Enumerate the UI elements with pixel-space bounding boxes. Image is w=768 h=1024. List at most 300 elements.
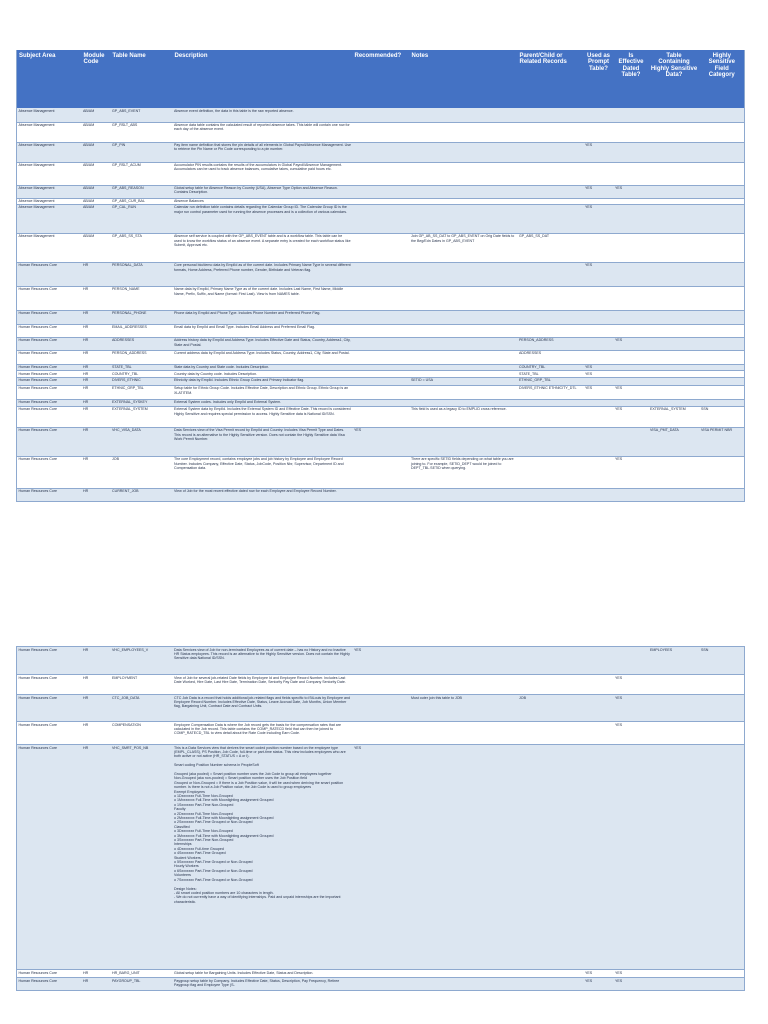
cell-parent-child[interactable] (518, 456, 584, 488)
cell-subject-area[interactable]: Human Resources Core (17, 406, 82, 427)
cell-notes[interactable] (410, 488, 518, 501)
cell-subject-area[interactable]: Absence Management (17, 108, 82, 122)
cell-recommended[interactable] (353, 385, 410, 399)
cell-parent-child[interactable] (518, 745, 584, 970)
cell-effective-dated[interactable]: YES (614, 970, 649, 978)
cell-description[interactable]: Address history data by EmplId and Address Type. Includes Effective Date and Status, Country, Address1, City, State and Postal. (173, 337, 353, 350)
cell-recommended[interactable] (353, 488, 410, 501)
cell-table-name[interactable]: EXTERNAL_SYSTEM (111, 406, 173, 427)
cell-description[interactable]: Data Services view of Job for non-terminated Employees as of current date – has no History and no Inactive HR Status employees. This record is an alternative to the Highly Sensitive version. Does not contain the Highly Sensitive data National ID/SSN. (173, 647, 353, 675)
cell-parent-child[interactable]: ADDRESSES (518, 350, 584, 364)
cell-recommended[interactable] (353, 456, 410, 488)
cell-used-as-prompt[interactable]: YES (584, 970, 614, 978)
header-used-as-prompt[interactable]: Used as Prompt Table? (584, 50, 614, 108)
cell-table-name[interactable]: PERSON_ADDRESS (111, 350, 173, 364)
cell-table-name[interactable]: CURRENT_JOB (111, 488, 173, 501)
cell-used-as-prompt[interactable]: YES (584, 262, 614, 286)
cell-used-as-prompt[interactable] (584, 695, 614, 722)
cell-highly-sensitive-field[interactable] (700, 108, 745, 122)
cell-effective-dated[interactable] (614, 162, 649, 185)
cell-effective-dated[interactable] (614, 350, 649, 364)
cell-recommended[interactable] (353, 108, 410, 122)
cell-used-as-prompt[interactable] (584, 108, 614, 122)
cell-subject-area[interactable]: Human Resources Core (17, 427, 82, 456)
cell-effective-dated[interactable]: YES (614, 978, 649, 991)
cell-recommended[interactable] (353, 162, 410, 185)
cell-table-name[interactable]: COMPENSATION (111, 722, 173, 745)
cell-module-code[interactable]: HR (82, 675, 111, 695)
cell-effective-dated[interactable] (614, 108, 649, 122)
cell-module-code[interactable]: AB/AM (82, 108, 111, 122)
cell-parent-child[interactable]: DIVERS_ETHNIC ETHNICITY_DTL (518, 385, 584, 399)
table-row[interactable] (17, 233, 745, 262)
cell-notes[interactable]: SETID = USA (410, 377, 518, 385)
cell-highly-sensitive-table[interactable] (649, 122, 700, 142)
cell-effective-dated[interactable] (614, 427, 649, 456)
cell-used-as-prompt[interactable]: YES (584, 371, 614, 377)
cell-parent-child[interactable] (518, 722, 584, 745)
cell-table-name[interactable]: JOB (111, 456, 173, 488)
cell-notes[interactable] (410, 399, 518, 406)
cell-module-code[interactable]: HR (82, 456, 111, 488)
cell-module-code[interactable]: HR (82, 377, 111, 385)
cell-parent-child[interactable] (518, 108, 584, 122)
cell-subject-area[interactable]: Human Resources Core (17, 377, 82, 385)
cell-used-as-prompt[interactable]: YES (584, 204, 614, 233)
cell-used-as-prompt[interactable] (584, 722, 614, 745)
cell-subject-area[interactable]: Human Resources Core (17, 970, 82, 978)
cell-description[interactable]: Current address data by EmplId and Address Type. Includes Status, Country, Address1, City, State and Postal. (173, 350, 353, 364)
cell-used-as-prompt[interactable] (584, 233, 614, 262)
cell-description[interactable]: Global setup table for Bargaining Units. Includes Effective Date, Status and Description. (173, 970, 353, 978)
cell-table-name[interactable]: EMAIL_ADDRESSES (111, 324, 173, 337)
cell-subject-area[interactable]: Human Resources Core (17, 978, 82, 991)
cell-highly-sensitive-table[interactable] (649, 722, 700, 745)
table-row[interactable] (17, 324, 745, 337)
cell-table-name[interactable]: HR_BARG_UNIT (111, 970, 173, 978)
cell-recommended[interactable] (353, 262, 410, 286)
cell-parent-child[interactable] (518, 647, 584, 675)
cell-description[interactable]: External System data by EmplId. Includes the External System ID and Effective Date. This record is considered Highly Sensitive and requires special permission to access. Highly Sensitive data is National ID/SSN. (173, 406, 353, 427)
cell-subject-area[interactable]: Absence Management (17, 233, 82, 262)
cell-highly-sensitive-table[interactable] (649, 350, 700, 364)
cell-module-code[interactable]: AB/AM (82, 142, 111, 162)
cell-used-as-prompt[interactable] (584, 162, 614, 185)
cell-parent-child[interactable]: JOB (518, 695, 584, 722)
cell-parent-child[interactable] (518, 286, 584, 310)
cell-effective-dated[interactable]: YES (614, 695, 649, 722)
cell-subject-area[interactable]: Human Resources Core (17, 695, 82, 722)
cell-recommended[interactable] (353, 399, 410, 406)
cell-used-as-prompt[interactable] (584, 399, 614, 406)
header-highly-sensitive-field[interactable]: Highly Sensitive Field Category (700, 50, 745, 108)
cell-module-code[interactable]: HR (82, 647, 111, 675)
cell-used-as-prompt[interactable]: YES (584, 185, 614, 198)
cell-subject-area[interactable]: Human Resources Core (17, 722, 82, 745)
cell-table-name[interactable]: ETHNIC_GRP_TBL (111, 385, 173, 399)
cell-subject-area[interactable]: Human Resources Core (17, 399, 82, 406)
cell-module-code[interactable]: HR (82, 262, 111, 286)
cell-recommended[interactable] (353, 142, 410, 162)
cell-notes[interactable] (410, 675, 518, 695)
cell-notes[interactable] (410, 108, 518, 122)
cell-used-as-prompt[interactable] (584, 745, 614, 970)
cell-highly-sensitive-table[interactable] (649, 233, 700, 262)
cell-highly-sensitive-table[interactable] (649, 162, 700, 185)
cell-description[interactable]: This is a Data Services view that derives the smart coded position number based on the employee type (EMPL_CLASS), PS Position, Job Code, full-time or part-time status. This view includes employees who are both active or not active (HR_STATUS = A or I). Smart coding Position Number schema in PeopleSoft Grouped (aka pooled) = Smart position number uses the Job Code to group all employees together Non-Grouped (aka non-pooled) = Smart position number uses the Job Position field Grouped or Non-Grouped = If there is a Job Position value, it will be used when deriving the smart position number. Is there is not a Job Position value, the Job Code is used to group employees Exempt Employees o 1Dxxxxxxx Full-Time Non-Grouped o 1Mxxxxxxx Full-Time with Moonlighting assignment Grouped o 1Sxxxxxxx Part-Time Non-Grouped Faculty o 2Dxxxxxxx Full-Time Non-Grouped o 2Mxxxxxxx Full-Time with Moonlighting assignment Grouped o 2Sxxxxxxx Part-Time Grouped or Non-Grouped Classified o 3Dxxxxxxx Full-Time Non-Grouped o 3Mxxxxxxx Full-Time with Moonlighting assignment Grouped o 3Sxxxxxxx Part-Time Non-Grouped Internships o 4Dxxxxxxx Full-time Grouped o 4Sxxxxxxx Part-Time Grouped Student Workers o 5Sxxxxxxx Part-Time Grouped or Non-Grouped Hourly Workers o 6Sxxxxxxx Part-Time Grouped or Non-Grouped Volunteers o 7Sxxxxxxx Part-Time Grouped or Non-Grouped Design Notes: - All smart coded position numbers are 10 characters in length. - We do not currently have a way of identifying internships. Paid and unpaid internships are the important characteristic. (173, 745, 353, 970)
cell-notes[interactable] (410, 385, 518, 399)
cell-module-code[interactable]: AB/AM (82, 198, 111, 204)
cell-subject-area[interactable]: Human Resources Core (17, 675, 82, 695)
cell-parent-child[interactable]: GP_ABS_SS_DAT (518, 233, 584, 262)
cell-highly-sensitive-table[interactable]: VISA_PMT_DATA (649, 427, 700, 456)
cell-recommended[interactable] (353, 695, 410, 722)
cell-recommended[interactable] (353, 337, 410, 350)
cell-notes[interactable] (410, 185, 518, 198)
cell-table-name[interactable]: CTC_JOB_DATA (111, 695, 173, 722)
cell-highly-sensitive-table[interactable] (649, 456, 700, 488)
cell-highly-sensitive-table[interactable] (649, 310, 700, 324)
cell-highly-sensitive-field[interactable] (700, 162, 745, 185)
cell-recommended[interactable] (353, 286, 410, 310)
cell-module-code[interactable]: AB/AM (82, 233, 111, 262)
cell-recommended[interactable]: YES (353, 745, 410, 970)
cell-effective-dated[interactable] (614, 647, 649, 675)
cell-description[interactable]: State data by Country and State code. Includes Description. (173, 364, 353, 370)
cell-module-code[interactable]: HR (82, 978, 111, 991)
cell-notes[interactable]: Join GP_AB_SS_DAT to GP_ABS_EVENT on Orig Date fields to the Beg/Edn Dates in GP_ABS_EVENT (410, 233, 518, 262)
cell-effective-dated[interactable] (614, 122, 649, 142)
cell-highly-sensitive-field[interactable]: SSN (700, 406, 745, 427)
cell-notes[interactable] (410, 324, 518, 337)
cell-used-as-prompt[interactable]: YES (584, 385, 614, 399)
cell-table-name[interactable]: GP_RSLT_ABS (111, 122, 173, 142)
cell-description[interactable]: Pay item name definition that stores the pin details of all elements in Global Payroll/Absence Management. Use to retrieve the Pin Name or Pin Code corresponding to a pin number. (173, 142, 353, 162)
table-row[interactable] (17, 385, 745, 399)
cell-highly-sensitive-table[interactable]: EMPLOYEES (649, 647, 700, 675)
cell-module-code[interactable]: HR (82, 385, 111, 399)
cell-highly-sensitive-field[interactable] (700, 286, 745, 310)
cell-highly-sensitive-field[interactable] (700, 142, 745, 162)
cell-module-code[interactable]: HR (82, 399, 111, 406)
cell-subject-area[interactable]: Absence Management (17, 185, 82, 198)
cell-description[interactable]: Accumulator PIN results contains the results of the accumulators in Global Payroll/Absence Management. Accumulators can be used to track absence balances, cumulative takes, cumulative paid hours etc. (173, 162, 353, 185)
cell-highly-sensitive-field[interactable] (700, 377, 745, 385)
cell-subject-area[interactable]: Human Resources Core (17, 337, 82, 350)
header-table-highly-sensitive[interactable]: Table Containing Highly Sensitive Data? (649, 50, 700, 108)
cell-module-code[interactable]: HR (82, 745, 111, 970)
cell-table-name[interactable]: ADDRESSES (111, 337, 173, 350)
cell-table-name[interactable]: PERSONAL_PHONE (111, 310, 173, 324)
cell-description[interactable]: Ethnicity data by EmplId. Includes Ethnic Group Codes and Primary Indicator flag. (173, 377, 353, 385)
cell-highly-sensitive-table[interactable] (649, 970, 700, 978)
cell-table-name[interactable]: PAYGROUP_TBL (111, 978, 173, 991)
header-is-effective-dated[interactable]: Is Effective Dated Table? (614, 50, 649, 108)
cell-highly-sensitive-field[interactable] (700, 978, 745, 991)
cell-description[interactable]: Phone data by EmplId and Phone Type. Includes Phone Number and Preferred Phone Flag. (173, 310, 353, 324)
cell-parent-child[interactable]: STATE_TBL (518, 371, 584, 377)
cell-recommended[interactable]: YES (353, 647, 410, 675)
cell-parent-child[interactable] (518, 122, 584, 142)
cell-parent-child[interactable] (518, 185, 584, 198)
cell-table-name[interactable]: PERSONAL_DATA (111, 262, 173, 286)
cell-recommended[interactable] (353, 350, 410, 364)
cell-effective-dated[interactable]: YES (614, 337, 649, 350)
cell-notes[interactable] (410, 142, 518, 162)
cell-used-as-prompt[interactable] (584, 310, 614, 324)
cell-highly-sensitive-field[interactable]: VISA PERMIT NBR (700, 427, 745, 456)
table-row[interactable] (17, 488, 745, 501)
cell-highly-sensitive-table[interactable] (649, 377, 700, 385)
cell-notes[interactable] (410, 745, 518, 970)
cell-subject-area[interactable]: Human Resources Core (17, 286, 82, 310)
cell-subject-area[interactable]: Human Resources Core (17, 745, 82, 970)
cell-subject-area[interactable]: Human Resources Core (17, 647, 82, 675)
cell-description[interactable]: View of Job for several job-related Date fields by Employee Id and Employee Record Number. Includes Last Date Worked, Hire Date, Last Hire Date, Termination Date, Seniority Pay Date and Company Seniority Date. (173, 675, 353, 695)
cell-description[interactable]: Core personal bio/demo data by EmplId as of the current date. Includes Primary Name Type in several different formats, Home Address, Preferred Phone number, Gender, Birthdate and Veteran flag. (173, 262, 353, 286)
table-row[interactable] (17, 310, 745, 324)
cell-notes[interactable] (410, 970, 518, 978)
cell-notes[interactable]: This field is used as a legacy ID to EMPLID cross reference. (410, 406, 518, 427)
cell-parent-child[interactable]: ETHNIC_GRP_TBL (518, 377, 584, 385)
cell-description[interactable]: Setup table for Ethnic Group Code. Includes Effective Date, Description and Ethnic Group. Ethnic Group is an XLATITEM. (173, 385, 353, 399)
cell-recommended[interactable] (353, 310, 410, 324)
cell-parent-child[interactable] (518, 262, 584, 286)
cell-highly-sensitive-field[interactable] (700, 204, 745, 233)
header-table-name[interactable]: Table Name (111, 50, 173, 108)
table-row[interactable] (17, 406, 745, 427)
cell-parent-child[interactable] (518, 310, 584, 324)
cell-subject-area[interactable]: Human Resources Core (17, 385, 82, 399)
cell-table-name[interactable]: VHC_EMPLOYEES_V (111, 647, 173, 675)
cell-table-name[interactable]: VHC_VISA_DATA (111, 427, 173, 456)
cell-used-as-prompt[interactable] (584, 456, 614, 488)
cell-module-code[interactable]: HR (82, 364, 111, 370)
cell-parent-child[interactable] (518, 162, 584, 185)
cell-subject-area[interactable]: Human Resources Core (17, 456, 82, 488)
cell-highly-sensitive-field[interactable] (700, 310, 745, 324)
header-parent-child[interactable]: Parent/Child or Related Records (518, 50, 584, 108)
cell-notes[interactable] (410, 647, 518, 675)
cell-parent-child[interactable]: COUNTRY_TBL (518, 364, 584, 370)
cell-highly-sensitive-field[interactable] (700, 337, 745, 350)
table-row[interactable] (17, 162, 745, 185)
cell-description[interactable]: Country data by Country code. Includes Description. (173, 371, 353, 377)
cell-recommended[interactable] (353, 204, 410, 233)
header-notes[interactable]: Notes (410, 50, 518, 108)
cell-recommended[interactable] (353, 185, 410, 198)
cell-effective-dated[interactable] (614, 233, 649, 262)
cell-recommended[interactable] (353, 722, 410, 745)
cell-highly-sensitive-field[interactable] (700, 262, 745, 286)
cell-effective-dated[interactable] (614, 324, 649, 337)
table-row[interactable] (17, 337, 745, 350)
cell-table-name[interactable]: EMPLOYMENT (111, 675, 173, 695)
cell-recommended[interactable] (353, 970, 410, 978)
cell-description[interactable]: Absence data table contains the calculated result of reported absence takes. This table will contain one row for each day of the absence event. (173, 122, 353, 142)
cell-description[interactable]: The core Employment record, contains employee jobs and job history by Employee and Employee Record Number. Includes Company, Effective Date, Status, JobCode, Position Nbr, Supervisor, Department ID and Compensation data. (173, 456, 353, 488)
cell-description[interactable]: Absence event definition, the data in this table is the raw reported absence. (173, 108, 353, 122)
table-row[interactable] (17, 745, 745, 970)
cell-recommended[interactable] (353, 122, 410, 142)
cell-recommended[interactable] (353, 406, 410, 427)
cell-notes[interactable] (410, 162, 518, 185)
table-row[interactable] (17, 456, 745, 488)
cell-effective-dated[interactable]: YES (614, 185, 649, 198)
cell-used-as-prompt[interactable] (584, 324, 614, 337)
cell-module-code[interactable]: HR (82, 310, 111, 324)
cell-highly-sensitive-field[interactable] (700, 456, 745, 488)
table-row[interactable] (17, 262, 745, 286)
cell-table-name[interactable]: COUNTRY_TBL (111, 371, 173, 377)
cell-module-code[interactable]: HR (82, 722, 111, 745)
cell-notes[interactable] (410, 427, 518, 456)
cell-notes[interactable] (410, 350, 518, 364)
cell-subject-area[interactable]: Human Resources Core (17, 488, 82, 501)
cell-notes[interactable] (410, 204, 518, 233)
cell-module-code[interactable]: HR (82, 970, 111, 978)
cell-subject-area[interactable]: Human Resources Core (17, 310, 82, 324)
cell-notes[interactable] (410, 978, 518, 991)
table-row[interactable] (17, 427, 745, 456)
cell-highly-sensitive-table[interactable] (649, 675, 700, 695)
cell-notes[interactable] (410, 286, 518, 310)
cell-subject-area[interactable]: Absence Management (17, 162, 82, 185)
cell-recommended[interactable] (353, 978, 410, 991)
cell-module-code[interactable]: HR (82, 427, 111, 456)
cell-highly-sensitive-field[interactable] (700, 185, 745, 198)
cell-highly-sensitive-field[interactable] (700, 122, 745, 142)
header-description[interactable]: Description (173, 50, 353, 108)
cell-parent-child[interactable] (518, 978, 584, 991)
cell-subject-area[interactable]: Human Resources Core (17, 350, 82, 364)
cell-used-as-prompt[interactable] (584, 377, 614, 385)
cell-description[interactable]: Absence Balances (173, 198, 353, 204)
cell-table-name[interactable]: GP_RSLT_ACUM (111, 162, 173, 185)
cell-notes[interactable]: Must outer join this table to JOB (410, 695, 518, 722)
cell-highly-sensitive-table[interactable]: EXTERNAL_SYSTEM (649, 406, 700, 427)
cell-parent-child[interactable] (518, 324, 584, 337)
cell-subject-area[interactable]: Human Resources Core (17, 364, 82, 370)
cell-highly-sensitive-table[interactable] (649, 286, 700, 310)
cell-description[interactable]: Absence self service is coupled with the GP_ABS_EVENT table and is a workflow table. This table can be used to know the workflow status of an absence event. A separate entry is created for each workflow status like Submit, Approval etc. (173, 233, 353, 262)
table-row[interactable] (17, 675, 745, 695)
cell-highly-sensitive-field[interactable] (700, 324, 745, 337)
cell-effective-dated[interactable] (614, 142, 649, 162)
cell-module-code[interactable]: HR (82, 406, 111, 427)
cell-subject-area[interactable]: Human Resources Core (17, 324, 82, 337)
cell-table-name[interactable]: GP_ABS_EVENT (111, 108, 173, 122)
cell-highly-sensitive-field[interactable] (700, 695, 745, 722)
cell-highly-sensitive-table[interactable] (649, 262, 700, 286)
cell-used-as-prompt[interactable]: YES (584, 978, 614, 991)
cell-used-as-prompt[interactable] (584, 122, 614, 142)
cell-parent-child[interactable] (518, 399, 584, 406)
cell-subject-area[interactable]: Absence Management (17, 122, 82, 142)
cell-module-code[interactable]: AB/AM (82, 185, 111, 198)
cell-highly-sensitive-field[interactable] (700, 745, 745, 970)
table-row[interactable] (17, 399, 745, 406)
cell-module-code[interactable]: AB/AM (82, 122, 111, 142)
cell-description[interactable]: Email data by EmplId and Email Type. Includes Email Address and Preferred Email Flag. (173, 324, 353, 337)
table-row[interactable] (17, 286, 745, 310)
cell-recommended[interactable] (353, 233, 410, 262)
cell-module-code[interactable]: HR (82, 350, 111, 364)
cell-highly-sensitive-table[interactable] (649, 324, 700, 337)
cell-highly-sensitive-table[interactable] (649, 978, 700, 991)
cell-effective-dated[interactable] (614, 204, 649, 233)
cell-highly-sensitive-table[interactable] (649, 185, 700, 198)
cell-table-name[interactable]: GP_PIN (111, 142, 173, 162)
table-row[interactable] (17, 722, 745, 745)
header-module-code[interactable]: Module Code (82, 50, 111, 108)
cell-notes[interactable] (410, 310, 518, 324)
cell-parent-child[interactable] (518, 406, 584, 427)
table-row[interactable] (17, 185, 745, 198)
cell-effective-dated[interactable] (614, 377, 649, 385)
cell-highly-sensitive-field[interactable] (700, 385, 745, 399)
cell-used-as-prompt[interactable] (584, 647, 614, 675)
cell-description[interactable]: View of Job for the most recent effective dated row for each Employee and Employee Record Number. (173, 488, 353, 501)
cell-module-code[interactable]: HR (82, 337, 111, 350)
cell-recommended[interactable]: YES (353, 427, 410, 456)
cell-table-name[interactable]: STATE_TBL (111, 364, 173, 370)
cell-highly-sensitive-field[interactable] (700, 350, 745, 364)
cell-table-name[interactable]: VHC_SMRT_POS_NB (111, 745, 173, 970)
cell-recommended[interactable] (353, 324, 410, 337)
cell-parent-child[interactable]: PERSON_ADDRESS (518, 337, 584, 350)
cell-highly-sensitive-table[interactable] (649, 142, 700, 162)
cell-module-code[interactable]: HR (82, 324, 111, 337)
cell-table-name[interactable]: EXTERNAL_SYSKEY (111, 399, 173, 406)
cell-used-as-prompt[interactable] (584, 427, 614, 456)
cell-effective-dated[interactable] (614, 262, 649, 286)
cell-notes[interactable] (410, 262, 518, 286)
cell-highly-sensitive-table[interactable] (649, 488, 700, 501)
cell-notes[interactable]: There are specific SETID fields depending on what table you are joining to. For example, SETID_DEPT would be joined to DEPT_TBL.SETID when querying. (410, 456, 518, 488)
cell-notes[interactable] (410, 122, 518, 142)
cell-highly-sensitive-field[interactable] (700, 399, 745, 406)
cell-used-as-prompt[interactable] (584, 337, 614, 350)
cell-effective-dated[interactable] (614, 488, 649, 501)
cell-module-code[interactable]: HR (82, 695, 111, 722)
cell-subject-area[interactable]: Absence Management (17, 142, 82, 162)
table-row[interactable] (17, 970, 745, 978)
cell-effective-dated[interactable]: YES (614, 385, 649, 399)
cell-highly-sensitive-field[interactable]: SSN (700, 647, 745, 675)
cell-highly-sensitive-table[interactable] (649, 204, 700, 233)
cell-used-as-prompt[interactable] (584, 350, 614, 364)
cell-effective-dated[interactable]: YES (614, 722, 649, 745)
cell-used-as-prompt[interactable]: YES (584, 364, 614, 370)
cell-module-code[interactable]: HR (82, 488, 111, 501)
cell-description[interactable]: Name data by EmplId, Primary Name Type as of the current date. Includes Last Name, First Name, Middle Name, Prefix, Suffix, and Name (format: First Last). View is from NAMES table. (173, 286, 353, 310)
cell-subject-area[interactable]: Absence Management (17, 204, 82, 233)
cell-description[interactable]: CTC Job Data is a record that holds additional job-related flags and fields specific to iStLouis by Employee and Employee Record Number. Includes Effective Date, Status, Leave Accrual Date, Job Months, Union Member flag, Bargaining Unit, Contract Date and Contract Units. (173, 695, 353, 722)
cell-description[interactable]: External System codes. Includes only EmplId and External System. (173, 399, 353, 406)
cell-highly-sensitive-table[interactable] (649, 337, 700, 350)
cell-parent-child[interactable] (518, 970, 584, 978)
cell-highly-sensitive-field[interactable] (700, 675, 745, 695)
header-recommended[interactable]: Recommended? (353, 50, 410, 108)
cell-used-as-prompt[interactable] (584, 488, 614, 501)
cell-highly-sensitive-field[interactable] (700, 488, 745, 501)
cell-highly-sensitive-table[interactable] (649, 745, 700, 970)
cell-parent-child[interactable] (518, 427, 584, 456)
cell-module-code[interactable]: AB/AM (82, 162, 111, 185)
cell-notes[interactable] (410, 337, 518, 350)
cell-module-code[interactable]: HR (82, 371, 111, 377)
